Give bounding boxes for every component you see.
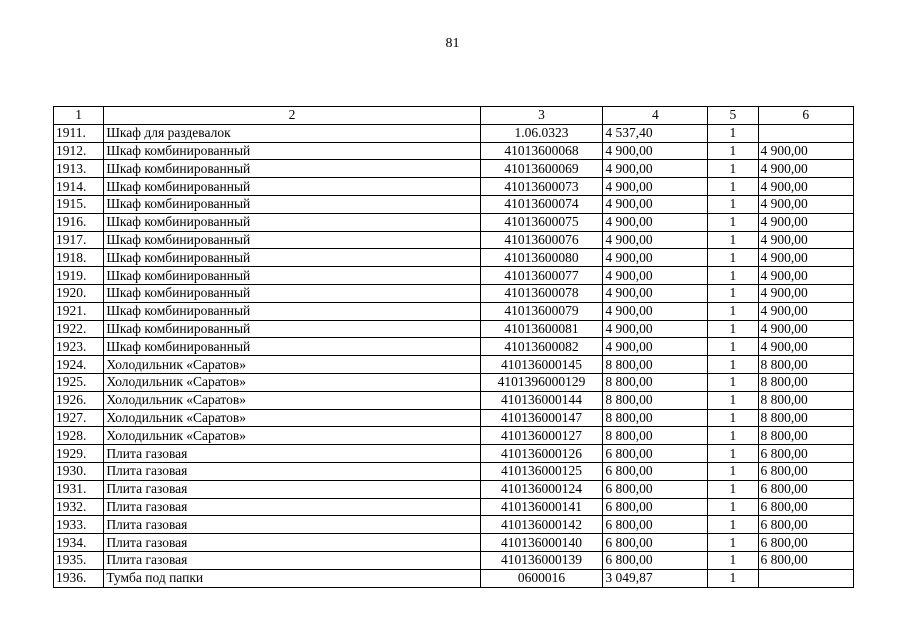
table-row: [54, 338, 854, 356]
item-name-cell: Тумба под папки: [104, 569, 480, 587]
quantity-cell: 1: [708, 551, 758, 569]
unit-price-cell: 4 900,00: [603, 338, 708, 356]
table-row: [54, 462, 854, 480]
unit-price-cell: 4 900,00: [603, 249, 708, 267]
quantity-cell: 1: [708, 409, 758, 427]
item-name-cell: Шкаф комбинированный: [104, 320, 480, 338]
table-row: [54, 569, 854, 587]
inventory-number-cell: 1.06.0323: [480, 124, 603, 142]
row-number-cell: 1924.: [54, 356, 104, 374]
table-row: [54, 267, 854, 285]
total-sum-cell: [758, 569, 853, 587]
table-row: [54, 231, 854, 249]
unit-price-cell: 4 900,00: [603, 178, 708, 196]
quantity-cell: 1: [708, 142, 758, 160]
table-row: [54, 178, 854, 196]
unit-price-cell: 4 900,00: [603, 267, 708, 285]
row-number-cell: 1925.: [54, 373, 104, 391]
total-sum-cell: 6 800,00: [758, 551, 853, 569]
table-body: [54, 124, 854, 587]
total-sum-cell: 4 900,00: [758, 302, 853, 320]
item-name-cell: Холодильник «Саратов»: [104, 409, 480, 427]
item-name-cell: Плита газовая: [104, 462, 480, 480]
row-number-cell: 1927.: [54, 409, 104, 427]
inventory-number-cell: 410136000147: [480, 409, 603, 427]
item-name-cell: Плита газовая: [104, 498, 480, 516]
row-number-cell: 1913.: [54, 160, 104, 178]
row-number-cell: 1931.: [54, 480, 104, 498]
total-sum-cell: 4 900,00: [758, 142, 853, 160]
total-sum-cell: 6 800,00: [758, 445, 853, 463]
quantity-cell: 1: [708, 249, 758, 267]
item-name-cell: Шкаф комбинированный: [104, 195, 480, 213]
total-sum-cell: 8 800,00: [758, 427, 853, 445]
item-name-cell: Холодильник «Саратов»: [104, 391, 480, 409]
row-number-cell: 1930.: [54, 462, 104, 480]
unit-price-cell: 4 900,00: [603, 195, 708, 213]
total-sum-cell: [758, 124, 853, 142]
total-sum-cell: 6 800,00: [758, 480, 853, 498]
unit-price-cell: 6 800,00: [603, 480, 708, 498]
item-name-cell: Шкаф комбинированный: [104, 142, 480, 160]
total-sum-cell: 4 900,00: [758, 284, 853, 302]
quantity-cell: 1: [708, 480, 758, 498]
row-number-cell: 1936.: [54, 569, 104, 587]
item-name-cell: Плита газовая: [104, 551, 480, 569]
total-sum-cell: 4 900,00: [758, 160, 853, 178]
quantity-cell: 1: [708, 338, 758, 356]
quantity-cell: 1: [708, 195, 758, 213]
inventory-number-cell: 410136000125: [480, 462, 603, 480]
item-name-cell: Шкаф комбинированный: [104, 231, 480, 249]
row-number-cell: 1911.: [54, 124, 104, 142]
inventory-number-cell: 41013600078: [480, 284, 603, 302]
unit-price-cell: 6 800,00: [603, 462, 708, 480]
item-name-cell: Шкаф для раздевалок: [104, 124, 480, 142]
inventory-number-cell: 41013600081: [480, 320, 603, 338]
inventory-number-cell: 41013600068: [480, 142, 603, 160]
item-name-cell: Шкаф комбинированный: [104, 213, 480, 231]
total-sum-cell: 4 900,00: [758, 178, 853, 196]
table-row: [54, 249, 854, 267]
inventory-number-cell: 41013600079: [480, 302, 603, 320]
table-row: [54, 356, 854, 374]
row-number-cell: 1915.: [54, 195, 104, 213]
unit-price-cell: 6 800,00: [603, 516, 708, 534]
item-name-cell: Шкаф комбинированный: [104, 160, 480, 178]
table-row: [54, 427, 854, 445]
inventory-number-cell: 41013600076: [480, 231, 603, 249]
inventory-number-cell: 0600016: [480, 569, 603, 587]
item-name-cell: Шкаф комбинированный: [104, 284, 480, 302]
total-sum-cell: 8 800,00: [758, 409, 853, 427]
item-name-cell: Шкаф комбинированный: [104, 178, 480, 196]
inventory-number-cell: 410136000140: [480, 534, 603, 552]
table-row: [54, 445, 854, 463]
quantity-cell: 1: [708, 356, 758, 374]
table-row: [54, 498, 854, 516]
row-number-cell: 1917.: [54, 231, 104, 249]
column-header-1: 1: [54, 107, 104, 125]
inventory-number-cell: 41013600077: [480, 267, 603, 285]
page-number: 81: [445, 36, 460, 51]
unit-price-cell: 4 900,00: [603, 284, 708, 302]
inventory-number-cell: 410136000124: [480, 480, 603, 498]
table-row: [54, 409, 854, 427]
unit-price-cell: 8 800,00: [603, 409, 708, 427]
unit-price-cell: 6 800,00: [603, 498, 708, 516]
quantity-cell: 1: [708, 498, 758, 516]
table-row: [54, 302, 854, 320]
column-header-6: 6: [758, 107, 853, 125]
row-number-cell: 1928.: [54, 427, 104, 445]
item-name-cell: Шкаф комбинированный: [104, 267, 480, 285]
quantity-cell: 1: [708, 320, 758, 338]
row-number-cell: 1920.: [54, 284, 104, 302]
total-sum-cell: 4 900,00: [758, 195, 853, 213]
unit-price-cell: 6 800,00: [603, 534, 708, 552]
unit-price-cell: 3 049,87: [603, 569, 708, 587]
row-number-cell: 1912.: [54, 142, 104, 160]
item-name-cell: Плита газовая: [104, 480, 480, 498]
row-number-cell: 1933.: [54, 516, 104, 534]
quantity-cell: 1: [708, 284, 758, 302]
table-row: [54, 142, 854, 160]
total-sum-cell: 4 900,00: [758, 231, 853, 249]
quantity-cell: 1: [708, 534, 758, 552]
item-name-cell: Холодильник «Саратов»: [104, 356, 480, 374]
table-row: [54, 284, 854, 302]
inventory-number-cell: 41013600073: [480, 178, 603, 196]
unit-price-cell: 8 800,00: [603, 427, 708, 445]
total-sum-cell: 8 800,00: [758, 373, 853, 391]
unit-price-cell: 4 537,40: [603, 124, 708, 142]
table-row: [54, 320, 854, 338]
row-number-cell: 1921.: [54, 302, 104, 320]
row-number-cell: 1935.: [54, 551, 104, 569]
item-name-cell: Холодильник «Саратов»: [104, 373, 480, 391]
table-row: [54, 516, 854, 534]
unit-price-cell: 4 900,00: [603, 231, 708, 249]
row-number-cell: 1932.: [54, 498, 104, 516]
item-name-cell: Плита газовая: [104, 516, 480, 534]
row-number-cell: 1918.: [54, 249, 104, 267]
item-name-cell: Шкаф комбинированный: [104, 338, 480, 356]
item-name-cell: Холодильник «Саратов»: [104, 427, 480, 445]
unit-price-cell: 4 900,00: [603, 213, 708, 231]
inventory-number-cell: 41013600074: [480, 195, 603, 213]
quantity-cell: 1: [708, 213, 758, 231]
table-row: [54, 391, 854, 409]
column-header-2: 2: [104, 107, 480, 125]
item-name-cell: Плита газовая: [104, 445, 480, 463]
inventory-number-cell: 410136000126: [480, 445, 603, 463]
quantity-cell: 1: [708, 267, 758, 285]
total-sum-cell: 4 900,00: [758, 338, 853, 356]
inventory-number-cell: 410136000139: [480, 551, 603, 569]
quantity-cell: 1: [708, 160, 758, 178]
unit-price-cell: 6 800,00: [603, 445, 708, 463]
inventory-number-cell: 410136000144: [480, 391, 603, 409]
inventory-number-cell: 410136000141: [480, 498, 603, 516]
quantity-cell: 1: [708, 516, 758, 534]
row-number-cell: 1919.: [54, 267, 104, 285]
quantity-cell: 1: [708, 391, 758, 409]
inventory-number-cell: 41013600082: [480, 338, 603, 356]
unit-price-cell: 8 800,00: [603, 391, 708, 409]
unit-price-cell: 8 800,00: [603, 373, 708, 391]
total-sum-cell: 6 800,00: [758, 516, 853, 534]
quantity-cell: 1: [708, 569, 758, 587]
row-number-cell: 1922.: [54, 320, 104, 338]
inventory-number-cell: 41013600075: [480, 213, 603, 231]
item-name-cell: Шкаф комбинированный: [104, 302, 480, 320]
total-sum-cell: 4 900,00: [758, 213, 853, 231]
table-header-row: [54, 107, 854, 125]
item-name-cell: Шкаф комбинированный: [104, 249, 480, 267]
unit-price-cell: 8 800,00: [603, 356, 708, 374]
quantity-cell: 1: [708, 462, 758, 480]
inventory-number-cell: 410136000142: [480, 516, 603, 534]
row-number-cell: 1929.: [54, 445, 104, 463]
quantity-cell: 1: [708, 373, 758, 391]
unit-price-cell: 4 900,00: [603, 160, 708, 178]
total-sum-cell: 6 800,00: [758, 462, 853, 480]
inventory-number-cell: 41013600069: [480, 160, 603, 178]
inventory-number-cell: 4101396000129: [480, 373, 603, 391]
quantity-cell: 1: [708, 231, 758, 249]
row-number-cell: 1923.: [54, 338, 104, 356]
quantity-cell: 1: [708, 445, 758, 463]
table-row: [54, 551, 854, 569]
table-row: [54, 373, 854, 391]
table-row: [54, 480, 854, 498]
unit-price-cell: 4 900,00: [603, 302, 708, 320]
table-row: [54, 213, 854, 231]
inventory-number-cell: 41013600080: [480, 249, 603, 267]
total-sum-cell: 8 800,00: [758, 356, 853, 374]
unit-price-cell: 6 800,00: [603, 551, 708, 569]
row-number-cell: 1926.: [54, 391, 104, 409]
total-sum-cell: 4 900,00: [758, 249, 853, 267]
table-row: [54, 195, 854, 213]
quantity-cell: 1: [708, 178, 758, 196]
quantity-cell: 1: [708, 124, 758, 142]
item-name-cell: Плита газовая: [104, 534, 480, 552]
unit-price-cell: 4 900,00: [603, 320, 708, 338]
column-header-4: 4: [603, 107, 708, 125]
quantity-cell: 1: [708, 302, 758, 320]
inventory-number-cell: 410136000127: [480, 427, 603, 445]
inventory-table: [53, 106, 854, 588]
unit-price-cell: 4 900,00: [603, 142, 708, 160]
total-sum-cell: 8 800,00: [758, 391, 853, 409]
table-row: [54, 534, 854, 552]
total-sum-cell: 6 800,00: [758, 498, 853, 516]
quantity-cell: 1: [708, 427, 758, 445]
row-number-cell: 1914.: [54, 178, 104, 196]
total-sum-cell: 4 900,00: [758, 320, 853, 338]
inventory-number-cell: 410136000145: [480, 356, 603, 374]
column-header-5: 5: [708, 107, 758, 125]
row-number-cell: 1934.: [54, 534, 104, 552]
table-row: [54, 124, 854, 142]
total-sum-cell: 6 800,00: [758, 534, 853, 552]
total-sum-cell: 4 900,00: [758, 267, 853, 285]
row-number-cell: 1916.: [54, 213, 104, 231]
table-row: [54, 160, 854, 178]
column-header-3: 3: [480, 107, 603, 125]
